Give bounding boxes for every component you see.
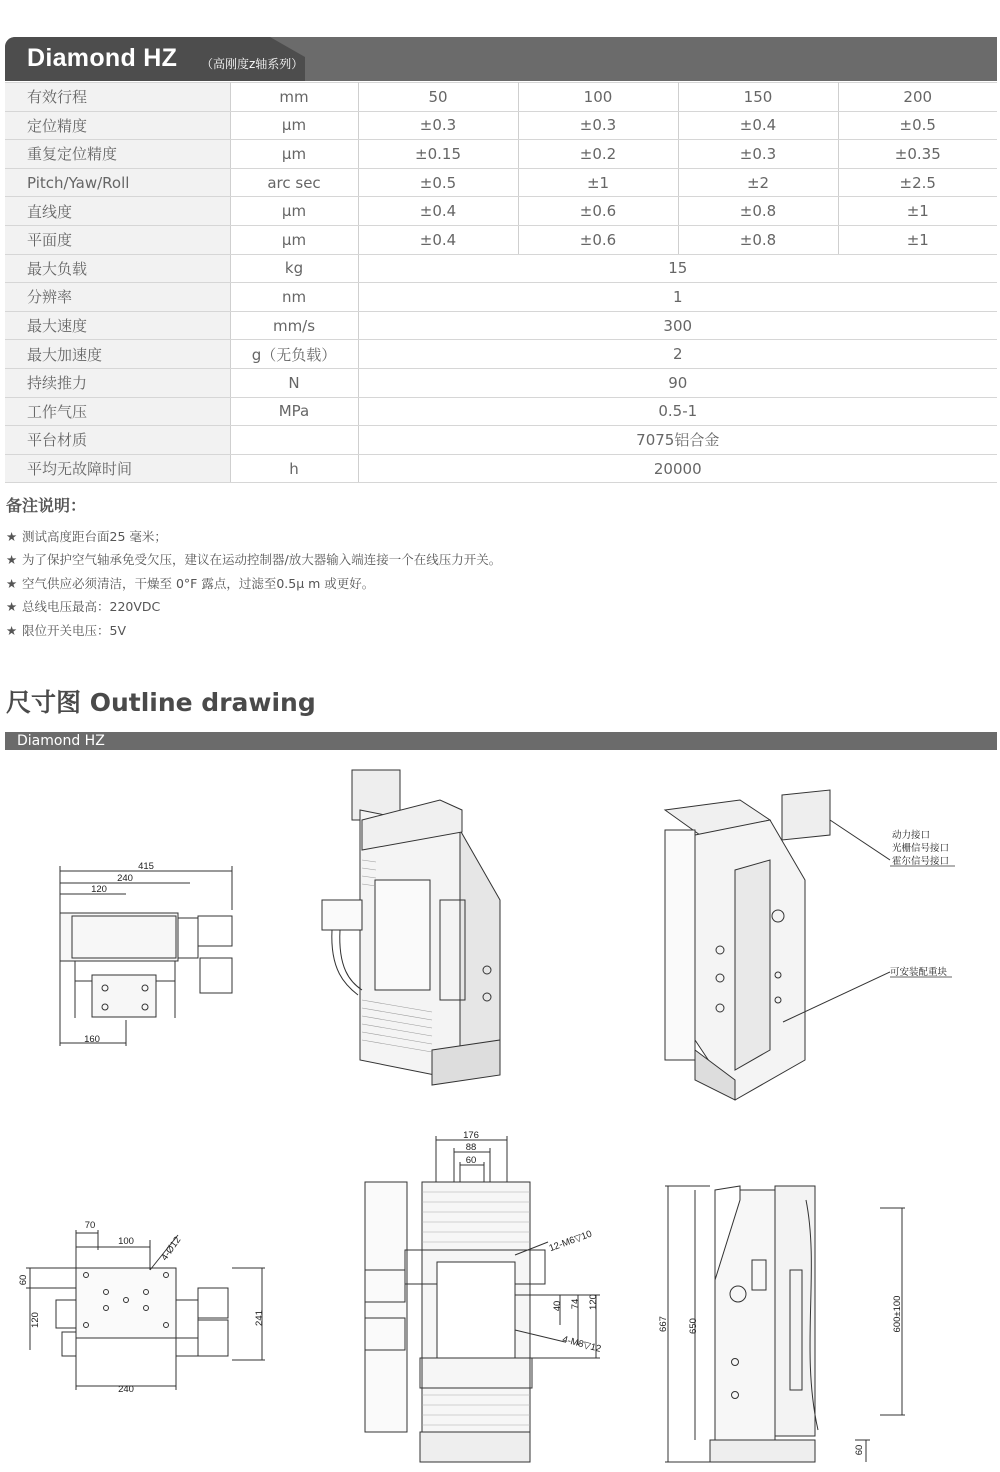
spec-unit: g（无负载） xyxy=(230,340,358,369)
spec-unit: μm xyxy=(230,225,358,254)
spec-value: ±0.5 xyxy=(838,111,997,140)
spec-row xyxy=(5,83,997,112)
spec-value: ±0.3 xyxy=(678,140,838,169)
iso-view-back-drawing xyxy=(665,790,890,1100)
dim-415: 415 xyxy=(138,861,154,872)
callout-grating: 光栅信号接口 xyxy=(892,843,950,854)
spec-row xyxy=(5,311,997,340)
spec-label: 有效行程 xyxy=(5,83,230,112)
dim-m6: 12-M6▽10 xyxy=(547,1228,594,1255)
spec-value: 15 xyxy=(358,254,997,283)
spec-value: ±2.5 xyxy=(838,168,997,197)
callout-power: 动力接口 xyxy=(892,830,931,841)
spec-value: 200 xyxy=(838,83,997,112)
dim-60-mid: 60 xyxy=(465,1155,477,1166)
spec-row xyxy=(5,340,997,369)
dim-stroke: 600±100 xyxy=(892,1295,903,1333)
spec-value: ±0.3 xyxy=(518,111,678,140)
dim-120-top: 120 xyxy=(30,1312,41,1328)
spec-unit: mm xyxy=(230,83,358,112)
spec-row xyxy=(5,140,997,169)
dim-hole: 4-Ø12 xyxy=(159,1234,184,1263)
star-icon: ★ xyxy=(6,575,18,591)
spec-value: ±0.4 xyxy=(358,197,518,226)
spec-row xyxy=(5,197,997,226)
dim-74: 74 xyxy=(570,1298,581,1310)
spec-label: 平台材质 xyxy=(5,426,230,455)
spec-label: 工作气压 xyxy=(5,397,230,426)
dim-40: 40 xyxy=(552,1300,563,1312)
spec-row xyxy=(5,283,997,312)
spec-unit: μm xyxy=(230,111,358,140)
dim-120: 120 xyxy=(91,884,107,895)
mid-front-view-drawing xyxy=(365,1136,603,1462)
note-item: ★ 总线电压最高：220VDC xyxy=(6,599,161,615)
spec-label: 定位精度 xyxy=(5,111,230,140)
spec-unit: kg xyxy=(230,254,358,283)
spec-value: ±0.4 xyxy=(358,225,518,254)
spec-value: 20000 xyxy=(358,454,997,483)
dim-160: 160 xyxy=(84,1034,100,1045)
dim-240: 240 xyxy=(117,873,133,884)
dim-m8: 4-M8▽12 xyxy=(561,1334,603,1355)
spec-label: 最大负载 xyxy=(5,254,230,283)
spec-value: ±0.4 xyxy=(678,111,838,140)
notes-list xyxy=(6,528,501,645)
spec-value: ±1 xyxy=(838,197,997,226)
spec-unit: arc sec xyxy=(230,168,358,197)
dim-176: 176 xyxy=(463,1130,479,1141)
dim-120-mid: 120 xyxy=(588,1294,599,1310)
spec-row xyxy=(5,111,997,140)
spec-table xyxy=(5,82,997,483)
spec-value: 300 xyxy=(358,311,997,340)
spec-unit: N xyxy=(230,368,358,397)
spec-unit: MPa xyxy=(230,397,358,426)
spec-value: ±0.35 xyxy=(838,140,997,169)
spec-value: 2 xyxy=(358,340,997,369)
outline-section-title: 尺寸图 Outline drawing xyxy=(6,688,316,717)
top-view-drawing xyxy=(26,1230,265,1390)
spec-row xyxy=(5,454,997,483)
spec-value: ±0.6 xyxy=(518,197,678,226)
front-view-drawing xyxy=(60,866,232,1046)
spec-value: ±0.6 xyxy=(518,225,678,254)
spec-value: ±0.3 xyxy=(358,111,518,140)
dim-650: 650 xyxy=(688,1318,699,1334)
product-title: Diamond HZ xyxy=(27,44,178,72)
spec-unit: nm xyxy=(230,283,358,312)
spec-value: 100 xyxy=(518,83,678,112)
spec-value: ±0.2 xyxy=(518,140,678,169)
note-item: ★ 测试高度距台面25 毫米； xyxy=(6,529,167,544)
spec-label: 直线度 xyxy=(5,197,230,226)
spec-value: ±1 xyxy=(518,168,678,197)
star-icon: ★ xyxy=(6,599,18,615)
dim-70: 70 xyxy=(84,1220,96,1231)
callout-counterweight: 可安装配重块 xyxy=(890,967,948,978)
spec-label: 最大速度 xyxy=(5,311,230,340)
note-item: ★ 为了保护空气轴承免受欠压，建议在运动控制器/放大器输入端连接一个在线压力开关。 xyxy=(6,552,502,568)
dim-60-top: 60 xyxy=(18,1274,29,1286)
spec-value: 1 xyxy=(358,283,997,312)
spec-label: 分辨率 xyxy=(5,283,230,312)
spec-value: ±2 xyxy=(678,168,838,197)
spec-value: 0.5-1 xyxy=(358,397,997,426)
spec-label: 持续推力 xyxy=(5,368,230,397)
side-view-drawing xyxy=(665,1186,905,1462)
spec-row xyxy=(5,397,997,426)
spec-row xyxy=(5,368,997,397)
outline-subbar-label: Diamond HZ xyxy=(17,733,105,749)
spec-unit: mm/s xyxy=(230,311,358,340)
star-icon: ★ xyxy=(6,622,18,638)
spec-value: ±0.15 xyxy=(358,140,518,169)
note-item: ★ 限位开关电压：5V xyxy=(6,622,127,638)
outline-subbar xyxy=(5,732,997,750)
spec-unit: h xyxy=(230,454,358,483)
spec-unit: μm xyxy=(230,197,358,226)
spec-value: ±1 xyxy=(838,225,997,254)
spec-value: 7075铝合金 xyxy=(358,426,997,455)
dim-241: 241 xyxy=(254,1310,265,1326)
outline-drawings xyxy=(0,750,1000,1472)
spec-value: 90 xyxy=(358,368,997,397)
product-subtitle: （高刚度z轴系列） xyxy=(201,57,304,71)
callout-hall: 霍尔信号接口 xyxy=(892,856,950,867)
spec-value: ±0.5 xyxy=(358,168,518,197)
spec-row xyxy=(5,254,997,283)
spec-label: 重复定位精度 xyxy=(5,140,230,169)
spec-label: 平面度 xyxy=(5,225,230,254)
dim-60-side: 60 xyxy=(854,1444,865,1456)
spec-unit xyxy=(230,426,358,455)
spec-value: 50 xyxy=(358,83,518,112)
notes-title: 备注说明： xyxy=(6,496,87,515)
star-icon: ★ xyxy=(6,552,18,568)
star-icon: ★ xyxy=(6,529,18,544)
product-header-banner xyxy=(5,37,997,81)
spec-label: 平均无故障时间 xyxy=(5,454,230,483)
iso-view-front-drawing xyxy=(322,770,500,1085)
spec-value: 150 xyxy=(678,83,838,112)
spec-value: ±0.8 xyxy=(678,225,838,254)
dim-100: 100 xyxy=(118,1236,134,1247)
dim-667: 667 xyxy=(658,1316,669,1332)
dim-240-top: 240 xyxy=(118,1384,134,1395)
spec-unit: μm xyxy=(230,140,358,169)
spec-row xyxy=(5,225,997,254)
note-item: ★ 空气供应必须清洁，干燥至 0°F 露点，过滤至0.5μ m 或更好。 xyxy=(6,575,375,591)
spec-label: 最大加速度 xyxy=(5,340,230,369)
spec-row xyxy=(5,426,997,455)
spec-row xyxy=(5,168,997,197)
spec-label: Pitch/Yaw/Roll xyxy=(5,168,230,197)
dim-88: 88 xyxy=(465,1142,477,1153)
spec-value: ±0.8 xyxy=(678,197,838,226)
